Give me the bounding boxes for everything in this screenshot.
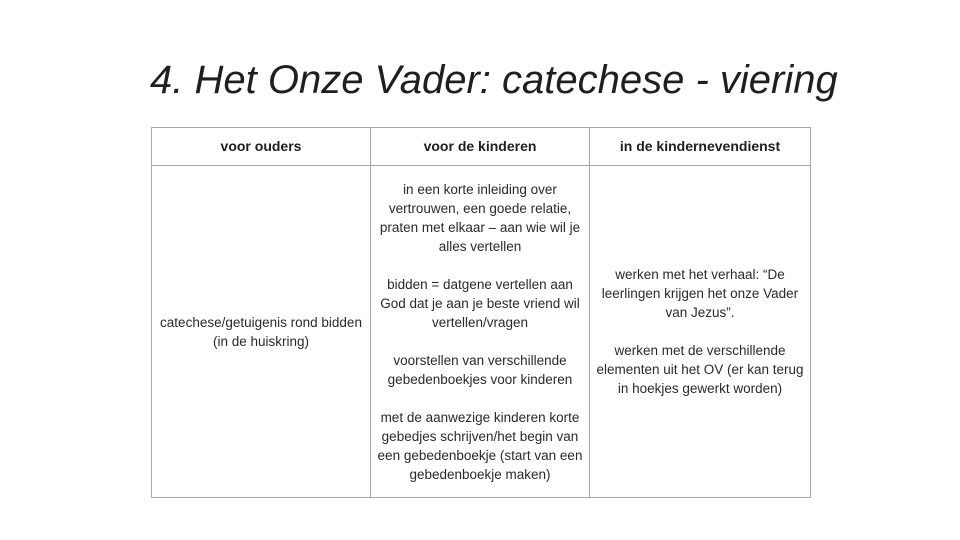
content-table [151, 127, 811, 498]
ouders-text: catechese/getuigenis rond bidden (in de huiskring) [160, 314, 362, 349]
header-voor-de-kinderen: voor de kinderen [371, 128, 590, 166]
kindernevendienst-item-2: werken met de verschillende elementen uit het OV (er kan terug in hoekjes gewerkt worden) [596, 343, 804, 396]
cell-kindernevendienst [590, 166, 811, 498]
kindernevendienst-item-1: werken met het verhaal: “De leerlingen krijgen het onze Vader van Jezus”. [601, 267, 799, 320]
header-kindernevendienst: in de kindernevendienst [590, 128, 811, 166]
kinderen-item-3: voorstellen van verschillende gebedenboekjes voor kinderen [387, 352, 573, 387]
cell-voor-ouders [152, 166, 371, 498]
slide-title: 4. Het Onze Vader: catechese - viering [150, 58, 838, 102]
header-row [152, 128, 811, 166]
cell-voor-de-kinderen [371, 166, 590, 498]
table-row [152, 166, 811, 498]
header-voor-ouders: voor ouders [152, 128, 371, 166]
kinderen-item-2: bidden = datgene vertellen aan God dat je aan je beste vriend wil vertellen/vragen [380, 276, 580, 330]
kinderen-item-4: met de aanwezige kinderen korte gebedjes schrijven/het begin van een gebedenboekje (start van een gebedenboekje maken) [377, 409, 583, 482]
kinderen-item-1: in een korte inleiding over vertrouwen, een goede relatie, praten met elkaar – aan wie wil je alles vertellen [379, 181, 581, 254]
